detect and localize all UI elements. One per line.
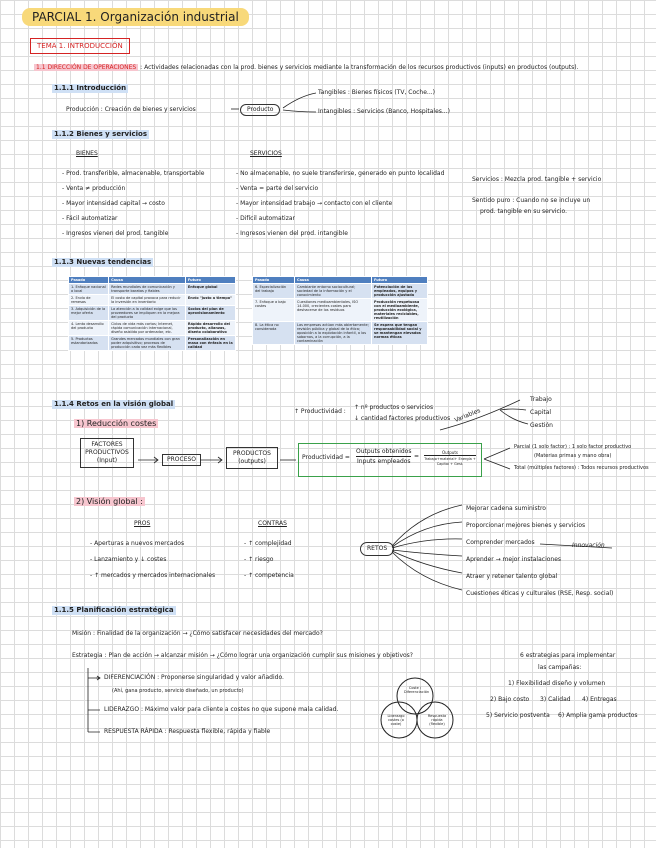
list-item: - Ingresos vienen del prod. tangible — [62, 230, 169, 237]
table-header: Futuro — [372, 277, 428, 284]
table-cell: 2. Envío de remesas — [69, 295, 109, 306]
list-item: - Prod. transferible, almacenable, transportable — [62, 170, 205, 177]
list-item: - ↑ riesgo — [244, 556, 274, 563]
list-item: - ↑ mercados y mercados internacionales — [90, 572, 216, 579]
factores-line: PRODUCTIVOS — [85, 449, 129, 456]
formula-r-numerator: Outputs — [424, 450, 476, 456]
list-item: - Lanzamiento y ↓ costes — [90, 556, 167, 563]
bienes-title: BIENES — [76, 150, 98, 157]
table-cell: Las empresas actúan más abiertamente; revisión pública y global de la ética; oposición a la explotación infantil, a los sobornos, a la corrupción, a la contaminación — [295, 322, 372, 345]
s111-tangibles: Tangibles : Bienes físicos (TV, Coche...) — [318, 89, 435, 96]
branch-line — [283, 110, 316, 112]
s111-produccion: Producción : Creación de bienes y servicios — [66, 106, 196, 113]
innovacion-label: Innovación — [572, 542, 605, 549]
s111-heading: 1.1.1 Introducción — [54, 84, 127, 92]
variables-label: Variables — [453, 407, 482, 424]
productivity-branch — [484, 448, 510, 469]
list-item: - ↑ competencia — [244, 572, 294, 579]
list-item: - Ingresos vienen del prod. intangible — [236, 230, 348, 237]
estrategias-title-2: las campañas: — [538, 664, 582, 671]
formula-numerator: Outputs obtenidos — [356, 448, 412, 455]
venn-label-right: Respuesta rápida (flexible) — [427, 714, 447, 726]
table-cell: Envío "justo a tiempo" — [185, 295, 235, 306]
list-item: Proporcionar mejores bienes y servicios — [466, 522, 586, 529]
estrategia-item: 5) Servicio postventa — [486, 712, 550, 719]
list-item: Capital — [530, 409, 552, 416]
formula-equals: = — [414, 453, 420, 460]
respuesta-text: RESPUESTA RÁPIDA : Respuesta flexible, rápida y fiable — [104, 728, 271, 735]
table-cell: La atención a la calidad exige que los proveedores se impliquen en la mejora del producto — [109, 306, 186, 321]
list-item: - Venta = parte del servicio — [236, 185, 319, 192]
diferenciacion-text: DIFERENCIACIÓN : Proponerse singularidad y valor añadido. — [104, 674, 284, 681]
contras-title: CONTRAS — [258, 520, 287, 527]
list-item: Cuestiones éticas y culturales (RSE, Resp. social) — [466, 590, 614, 597]
list-item: - Aperturas a nuevos mercados — [90, 540, 185, 547]
s111-intangibles: Intangibles : Servicios (Banco, Hospitales...) — [318, 108, 450, 115]
reto-1-text: 1) Reducción costes — [76, 419, 157, 428]
estrategia-item: 3) Calidad — [540, 696, 571, 703]
estrategias-title-1: 6 estrategias para implementar — [520, 652, 616, 659]
list-item: - Venta ≠ producción — [62, 185, 126, 192]
list-item: Aprender → mejor instalaciones — [466, 556, 562, 563]
parcial-text-2: (Materias primas y mano obra) — [534, 453, 612, 459]
tema-heading: TEMA 1. INTRODUCCIÓN — [30, 38, 130, 54]
list-item: - No almacenable, no suele transferirse, generado en punto localidad — [236, 170, 445, 177]
table-cell: Se espera que tengan responsabilidad social y se mantengan elevados normas éticas — [372, 322, 428, 345]
venn-label-left: Liderazgo costes (o coste) — [387, 714, 405, 726]
productos-line: PRODUCTOS — [233, 450, 271, 457]
table-cell: 3. Adquisición de la mejor oferta — [69, 306, 109, 321]
table-cell: Ciclos de vida más cortos; Internet, rápida comunicación internacional, diseño asistido por ordenador, etc. — [109, 321, 186, 336]
list-item: - Mayor intensidad trabajo → contacto con el cliente — [236, 200, 393, 207]
table-cell: 8. La ética no considerada — [253, 322, 295, 345]
list-item: Gestión — [530, 422, 553, 429]
list-item: - ↑ complejidad — [244, 540, 292, 547]
table-cell: 5. Productos estandarizados — [69, 336, 109, 351]
s114-heading: 1.1.4 Retos en la visión global — [54, 400, 174, 408]
pros-title: PROS — [134, 520, 151, 527]
table-cell: Potenciación de los empleados, equipos y producción ajustada — [372, 284, 428, 299]
servicios-note-2a: Sentido puro : Cuando no se incluye un — [472, 197, 591, 204]
table-header: Pasado — [253, 277, 295, 284]
arrow-head — [96, 676, 100, 680]
list-item: - Difícil automatizar — [236, 215, 296, 222]
proceso-box: PROCESO — [162, 454, 201, 466]
section-1-1-desc: : Actividades relacionadas con la prod. bienes y servicios mediante la transformación de los recursos productivos (inputs) en productos (outputs). — [140, 64, 579, 71]
retos-node: RETOS — [360, 542, 394, 556]
list-item: Atraer y retener talento global — [466, 573, 558, 580]
estrategia-item: 4) Entregas — [582, 696, 617, 703]
table-header: Pasado — [69, 277, 109, 284]
table-header: Causa — [295, 277, 372, 284]
retos-branch — [392, 550, 462, 556]
table-cell: Cuestiones medioambientales, ISO 14.000, crecientes costes para deshacerse de los residuos — [295, 299, 372, 322]
factores-line: (Input) — [96, 457, 118, 464]
table-cell: Grandes mercados mundiales con gran poder adquisitivo; procesos de producción cada vez más flexibles — [109, 336, 186, 351]
table-cell: Personalización en masa con énfasis en la calidad — [185, 336, 235, 351]
liderazgo-text: LIDERAZGO : Máximo valor para cliente a costes no que supone mala calidad. — [104, 706, 339, 713]
estrategia-item: 6) Amplia gama productos — [558, 712, 638, 719]
s111-producto-box: Producto — [240, 104, 280, 116]
mision-text: Misión : Finalidad de la organización → ¿Cómo satisfacer necesidades del mercado? — [72, 630, 323, 637]
table-cell: El costo de capital provoca para reducir la inversión en inventario — [109, 295, 186, 306]
formula-label: Productividad = — [302, 454, 350, 461]
venn-circle-top — [397, 678, 433, 714]
table-cell: Cambiante entorno sociocultural; sociedad de la información y el conocimiento — [295, 284, 372, 299]
list-item: Mejorar cadena suministro — [466, 505, 546, 512]
venn-circle-left — [381, 702, 417, 738]
prod-up-1: ↑ nº productos o servicios — [354, 404, 434, 411]
reto-2-text: 2) Visión global : — [76, 497, 143, 506]
table-cell: 1. Enfoque nacional o local — [69, 284, 109, 295]
variables-branch — [440, 400, 528, 430]
table-cell: 6. Especialización del trabajo — [253, 284, 295, 299]
table-cell: Redes mundiales de comunicación y transporte baratas y fiables — [109, 284, 186, 295]
table-header: Causa — [109, 277, 186, 284]
venn-diagram — [381, 678, 453, 738]
table-header: Futuro — [185, 277, 235, 284]
branch-line — [283, 93, 316, 108]
table-cell: 4. Lento desarrollo del producto — [69, 321, 109, 336]
total-text: Total (múltiples factores) : Todos recursos productivos — [514, 465, 649, 471]
venn-label-top: Coste / Diferenciación — [404, 686, 430, 694]
servicios-title: SERVICIOS — [250, 150, 282, 157]
list-item: - Fácil automatizar — [62, 215, 118, 222]
list-item: - Mayor intensidad capital → costo — [62, 200, 165, 207]
table-cell: Rápido desarrollo del producto, alianzas, diseño colaborativo — [185, 321, 235, 336]
estrategia-item: 2) Bajo costo — [490, 696, 530, 703]
page-title: PARCIAL 1. Organización industrial — [22, 8, 249, 26]
s115-heading: 1.1.5 Planificación estratégica — [54, 606, 174, 614]
formula-denominator: Inputs empleados — [357, 458, 411, 465]
venn-circle-right — [417, 702, 453, 738]
productos-line: (outputs) — [238, 458, 266, 465]
table-cell: Enfoque global — [185, 284, 235, 295]
table-cell: Producción respetuosa con el medioambiente, producción ecológica, materiales reciclables, reutilización — [372, 299, 428, 322]
retos-branch — [392, 551, 462, 573]
servicios-note-1: Servicios : Mezcla prod. tangible + servicio — [472, 176, 602, 183]
estrategia-item: 1) Flexibilidad diseño y volumen — [508, 680, 606, 687]
list-item: Trabajo — [530, 396, 552, 403]
s113-heading: 1.1.3 Nuevas tendencias — [54, 258, 152, 266]
innovacion-line — [540, 544, 612, 548]
factores-line: FACTORES — [91, 441, 123, 448]
diferenciacion-note: (Ahí, gana producto, servicio diseñado, un producto) — [112, 688, 244, 694]
list-item: Comprender mercados — [466, 539, 535, 546]
table-cell: Socios del plan de aprovisionamiento — [185, 306, 235, 321]
arrow-right — [138, 457, 158, 463]
parcial-text: Parcial (1 solo factor) : 1 solo factor productivo — [514, 444, 632, 450]
servicios-note-2b: prod. tangible en su servicio. — [480, 208, 567, 215]
prod-up-2: ↓ cantidad factores productivos — [354, 415, 451, 422]
arrow-right — [200, 457, 222, 463]
table-cell: 7. Enfoque a bajo costes — [253, 299, 295, 322]
s112-heading: 1.1.2 Bienes y servicios — [54, 130, 148, 138]
prod-up-label: ↑ Productividad : — [294, 408, 346, 415]
formula-r-denominator: Trabajo+material+ Energía + Capital + Gest. — [424, 457, 476, 466]
section-1-1-heading: 1.1 DIRECCIÓN DE OPERACIONES — [36, 64, 137, 71]
estrategia-text: Estrategia : Plan de acción → alcanzar misión → ¿Cómo lograr una organización cumplir sus misiones y objetivos? — [72, 652, 413, 659]
retos-branch — [392, 522, 462, 547]
